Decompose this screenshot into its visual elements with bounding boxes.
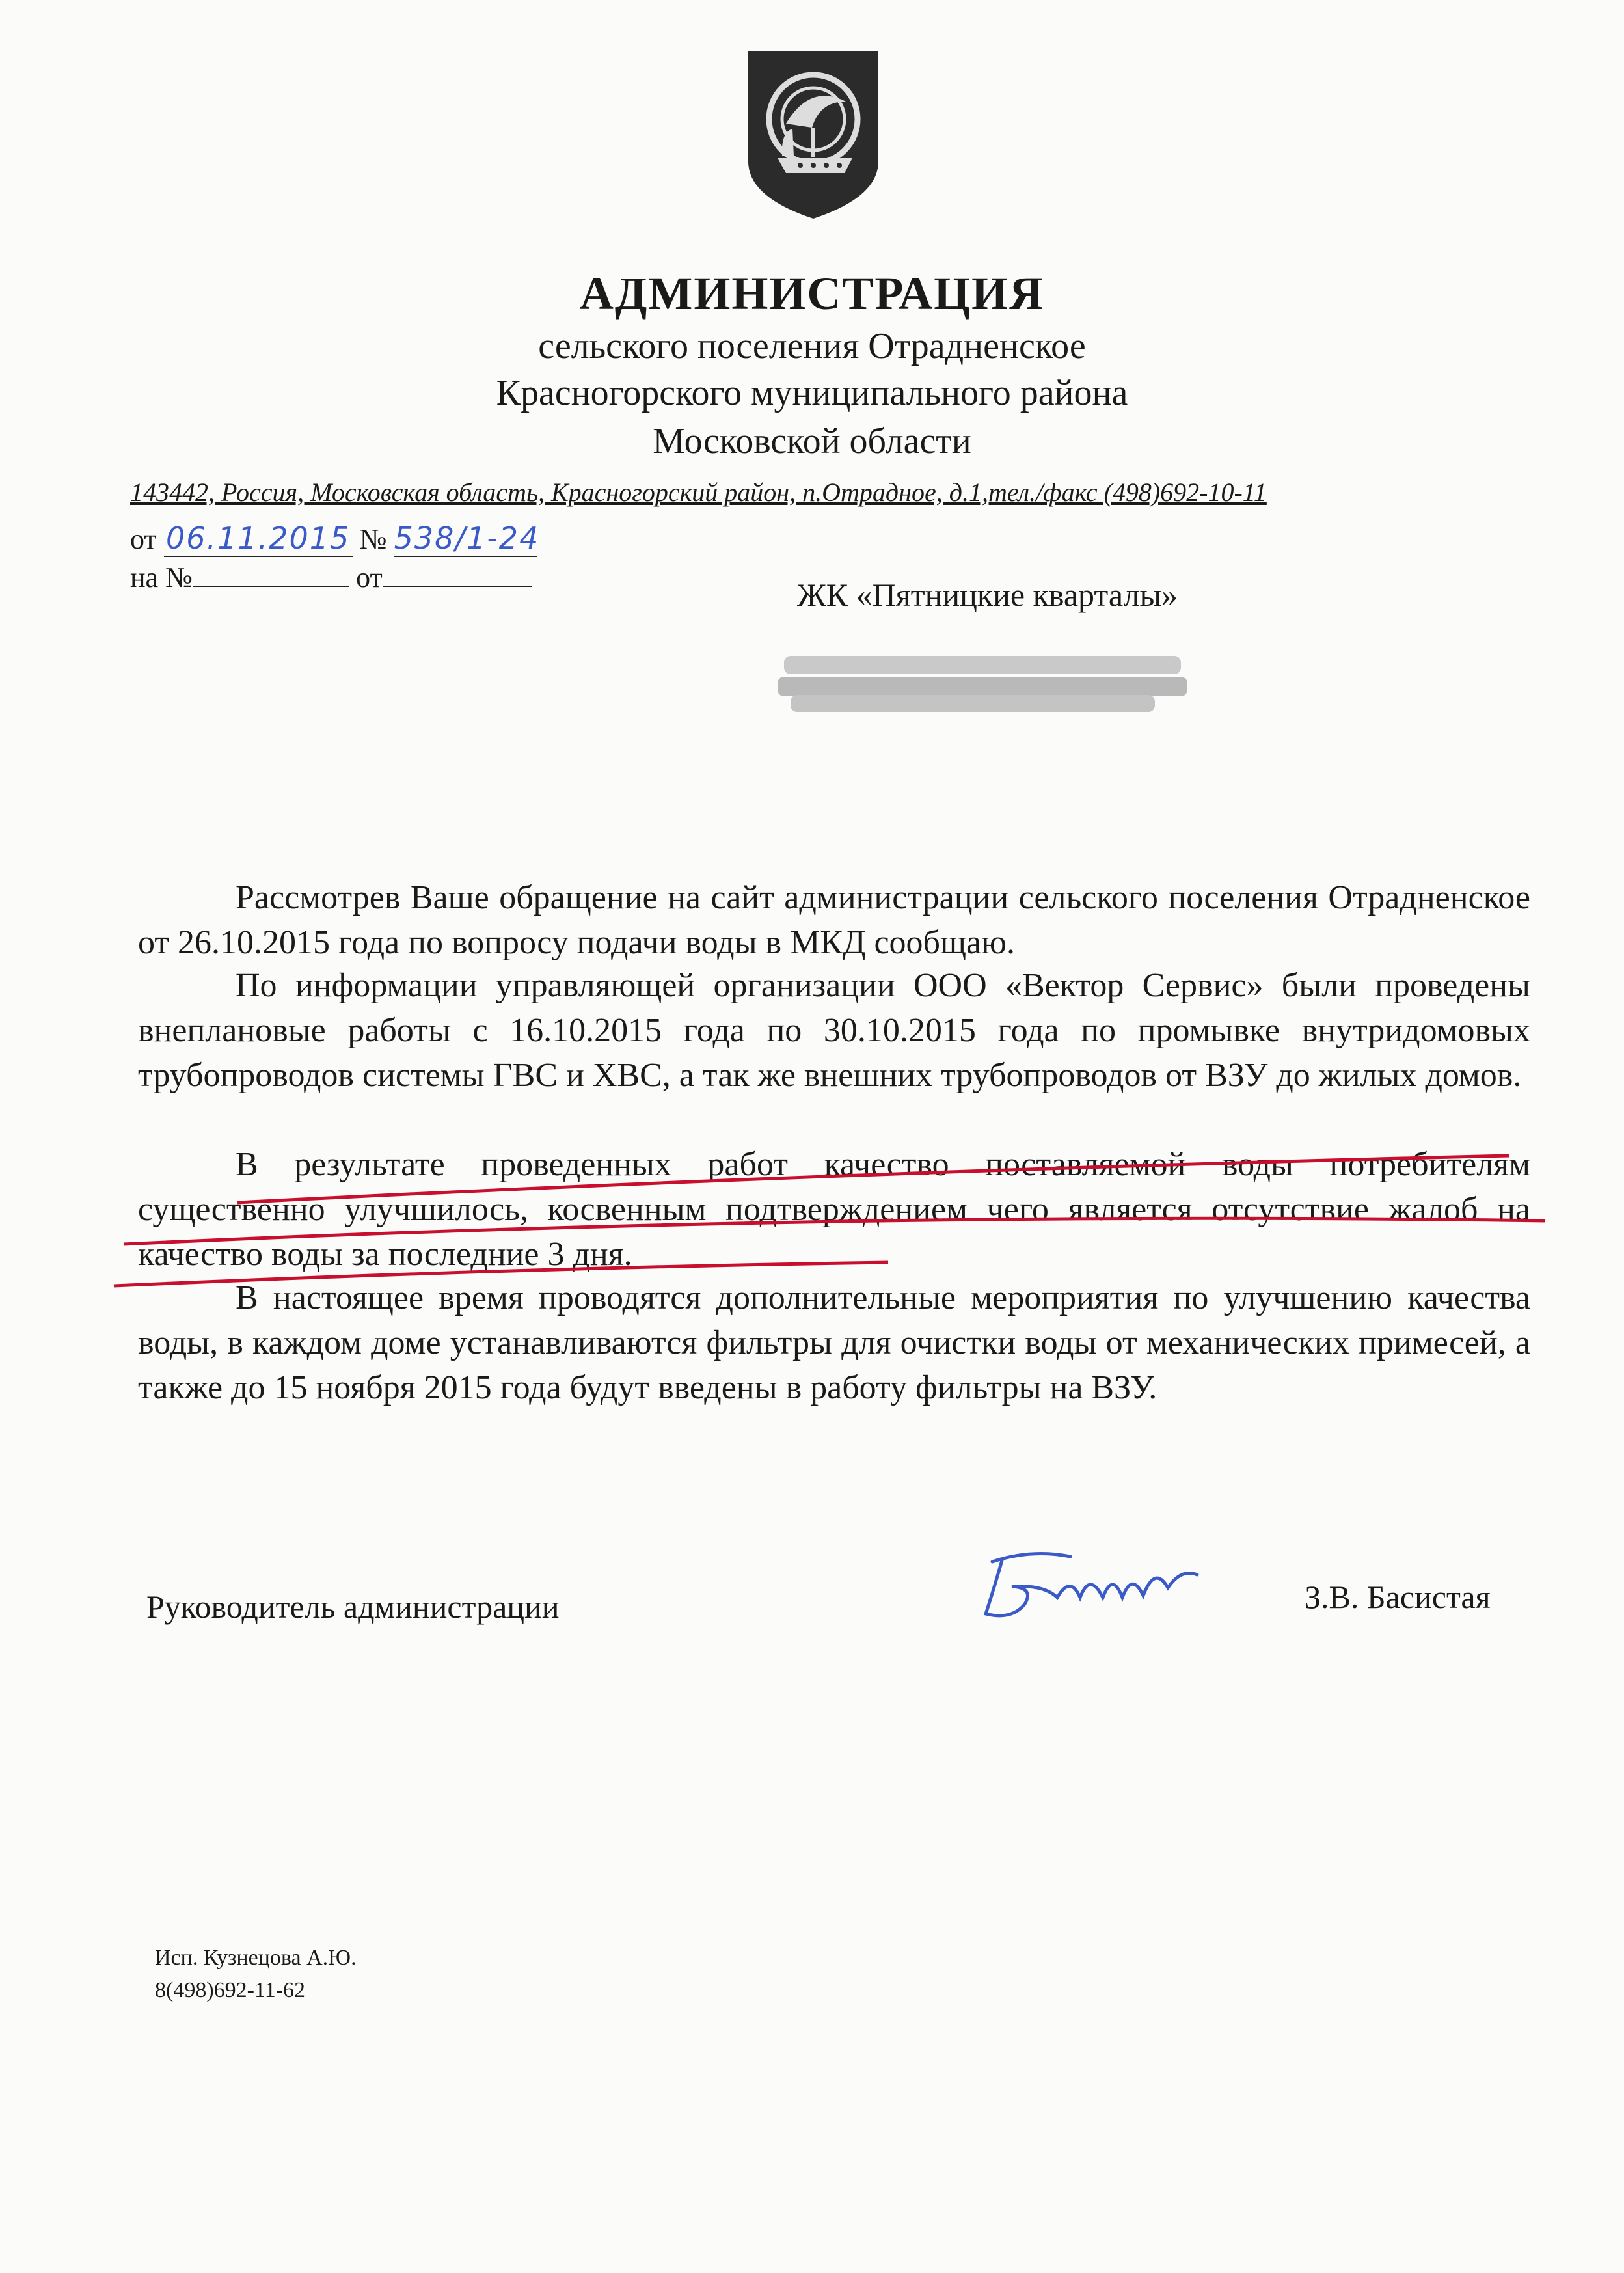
- number-label: №: [359, 523, 387, 555]
- from-label: от: [130, 523, 157, 555]
- reply-date-blank: [383, 560, 532, 587]
- reply-from-label: от: [356, 562, 383, 593]
- organization-title: АДМИНИСТРАЦИЯ: [579, 267, 1045, 320]
- signer-role: Руководитель администрации: [146, 1588, 560, 1625]
- reply-number-blank: [193, 560, 349, 587]
- organization-subtitle-2: Красногорского муниципального района: [496, 373, 1128, 413]
- body-paragraph-1: Рассмотрев Ваше обращение на сайт администрации сельского поселения Отрадненское от 26.10.2015 года по вопросу подачи воды в МКД сообщаю.: [138, 879, 1530, 961]
- reply-number-label: на №: [130, 562, 193, 593]
- outgoing-date-value: 06.11.2015: [165, 521, 351, 556]
- redacted-block: [778, 651, 1194, 716]
- executor-name: Исп. Кузнецова А.Ю.: [155, 1946, 357, 1970]
- registration-line: [130, 521, 540, 557]
- organization-subtitle-1: сельского поселения Отрадненское: [538, 326, 1086, 366]
- handwritten-signature: [973, 1536, 1220, 1627]
- reply-line: [130, 560, 532, 594]
- body-paragraph-4: В настоящее время проводятся дополнительные мероприятия по улучшению качества воды, в каждом доме устанавливаются фильтры для очистки воды от механических примесей, а также до 15 ноября 2015 года будут введены в работу фильтры на ВЗУ.: [138, 1279, 1530, 1406]
- body-paragraph-2: По информации управляющей организации ООО «Вектор Сервис» были проведены внеплановые работы с 16.10.2015 года по 30.10.2015 года по промывке внутридомовых трубопроводов системы ГВС и ХВС, а так же внешних трубопроводов от ВЗУ до жилых домов.: [138, 967, 1530, 1094]
- recipient-name: ЖК «Пятницкие кварталы»: [797, 577, 1178, 613]
- body-paragraph-3: В результате проведенных работ качество поставляемой воды потребителям существенно улучшилось, косвенным подтверждением чего является отсутствие жалоб на качество воды за последние 3 дня.: [138, 1146, 1530, 1273]
- outgoing-number-value: 538/1-24: [394, 521, 540, 556]
- outgoing-number: [394, 521, 540, 557]
- coat-of-arms-icon: [748, 51, 878, 219]
- organization-address: 143442, Россия, Московская область, Красногорский район, п.Отрадное, д.1,тел./факс (498)692-10-11: [130, 478, 1267, 507]
- organization-subtitle-3: Московской области: [653, 421, 971, 461]
- outgoing-date: [164, 521, 353, 557]
- executor-phone: 8(498)692-11-62: [155, 1978, 306, 2002]
- signer-name: З.В. Басистая: [1305, 1579, 1491, 1615]
